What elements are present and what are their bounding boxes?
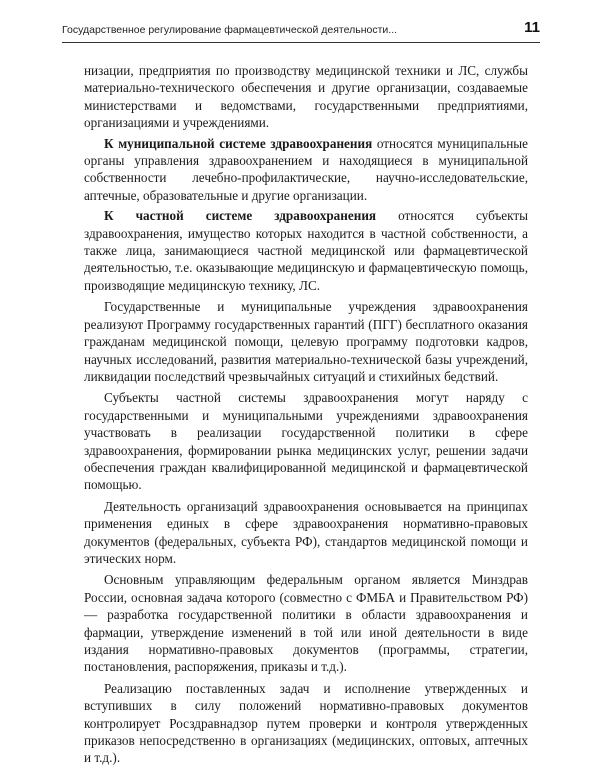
running-header bbox=[62, 18, 540, 44]
paragraph-2 bbox=[84, 135, 528, 205]
paragraph-8-text: Реализацию поставленных задач и исполнение утвержденных и вступивших в силу положений нормативно-правовых документов контролирует Росздравнадзор путем проверки и контроля утвержденных приказов непосредственно в организациях (медицинских, оптовых, аптечных и т.д.). bbox=[84, 680, 528, 766]
paragraph-7-text: Основным управляющим федеральным органом является Минздрав России, основная задача которого (совместно с ФМБА и Правительством РФ) — разработка государственной политики в области здравоохранения и фармации, утверждение изменений в той или иной деятельности в виде издания нормативно-правовых документов (программы, стратегии, постановления, распоряжения, приказы и т.д.). bbox=[84, 572, 528, 675]
running-title: Государственное регулирование фармацевтической деятельности... bbox=[62, 24, 398, 36]
paragraph-1 bbox=[84, 62, 528, 132]
paragraph-5-text: Субъекты частной системы здравоохранения могут наряду с государственными и муниципальными учреждениями здравоохранения участвовать в реализации государственной политики в сфере здравоохранения, формировании рынка медицинских услуг, решении задачи обеспечения граждан квалифицированной медицинской и фармацевтической помощью. bbox=[84, 390, 528, 493]
paragraph-8 bbox=[84, 680, 528, 767]
paragraph-1-text: низации, предприятия по производству медицинской техники и ЛС, службы материально-технического обеспечения и другие организации, создаваемые министерствами и ведомствами, государственными предприятиями, организациями и учреждениями. bbox=[84, 63, 528, 131]
term-private-system: К частной системе здравоохранения bbox=[104, 208, 377, 224]
paragraph-4-text: Государственные и муниципальные учреждения здравоохранения реализуют Программу государственных гарантий (ПГГ) бесплатного оказания гражданам медицинской помощи, целевую программу подготовки кадров, научных исследований, развития материально-технической базы учреждений, ликвидации последствий чрезвычайных ситуаций и стихийных бедствий. bbox=[84, 299, 528, 384]
paragraph-7 bbox=[84, 571, 528, 675]
term-municipal-system: К муниципальной системе здравоохранения bbox=[104, 135, 373, 151]
page-number: 11 bbox=[524, 19, 540, 36]
body-text bbox=[84, 62, 528, 770]
paragraph-6 bbox=[84, 498, 528, 568]
paragraph-6-text: Деятельность организаций здравоохранения основывается на принципах применения единых в сфере здравоохранения нормативно-правовых документов (федеральных, субъекта РФ), стандартов медицинской помощи и этических норм. bbox=[84, 498, 528, 566]
paragraph-4 bbox=[84, 298, 528, 385]
header-divider bbox=[62, 42, 540, 43]
paragraph-3 bbox=[84, 207, 528, 294]
paragraph-3-text: относятся субъекты здравоохранения, имущество которых находится в частной собственности, а также лица, занимающиеся частной медицинской или фармацевтической деятельностью, т.е. оказывающие медицинскую и фармацевтическую помощь, производящие медицинскую технику, ЛС. bbox=[84, 208, 529, 293]
paragraph-5 bbox=[84, 389, 528, 493]
paragraph-2-text: относятся муниципальные органы управления здравоохранением и находящиеся в муниципальной собственности лечебно-профилактические, научно-исследовательские, аптечные, образовательные и другие организации. bbox=[84, 135, 528, 203]
